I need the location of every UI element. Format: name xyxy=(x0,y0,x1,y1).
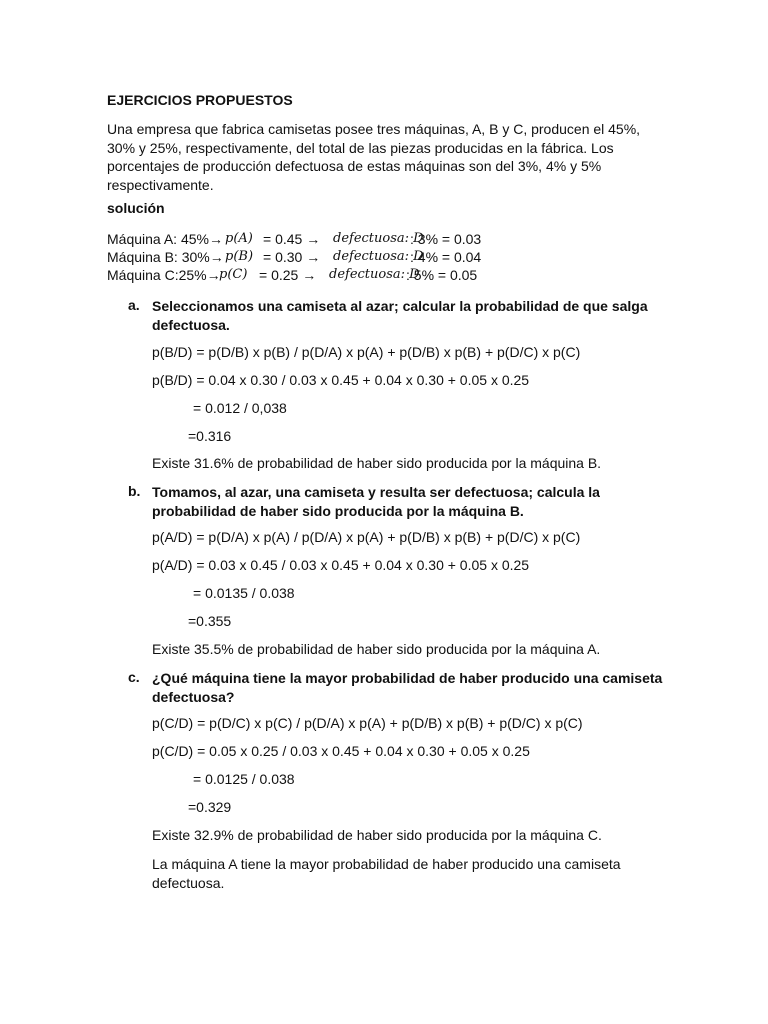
final-line: defectuosa. xyxy=(152,874,225,891)
fraction-line: = 0.0125 / 0.038 xyxy=(193,771,295,787)
intro-line: 30% y 25%, respectivamente, del total de las piezas producidas en la fábrica. Los xyxy=(107,139,614,156)
fraction-line: = 0.0135 / 0.038 xyxy=(193,585,295,601)
machine-defect-value: : 3% = 0.03 xyxy=(410,231,482,247)
question-line: defectuosa. xyxy=(152,316,230,333)
machine-eq: = 0.25 → xyxy=(259,267,317,283)
question-line: probabilidad de haber sido producida por la máquina B. xyxy=(152,502,524,519)
machine-defect: defectuosa: D xyxy=(329,267,420,282)
machine-prob: p(A) xyxy=(225,231,253,246)
solution-label: solución xyxy=(107,200,165,216)
question-text xyxy=(152,669,662,706)
result-line: =0.316 xyxy=(188,428,232,444)
question-line: defectuosa? xyxy=(152,688,235,705)
substitution-line: p(B/D) = 0.04 x 0.30 / 0.03 x 0.45 + 0.04 x 0.30 + 0.05 x 0.25 xyxy=(152,372,530,388)
question-line: ¿Qué máquina tiene la mayor probabilidad de haber producido una camiseta xyxy=(152,670,663,686)
machine-eq: = 0.30 → xyxy=(263,249,321,265)
machine-eq: = 0.45 → xyxy=(263,231,321,247)
machine-prob: p(C) xyxy=(219,267,248,282)
substitution-line: p(C/D) = 0.05 x 0.25 / 0.03 x 0.45 + 0.04 x 0.30 + 0.05 x 0.25 xyxy=(152,743,530,759)
problem-statement xyxy=(107,120,667,194)
bayes-formula: p(C/D) = p(D/C) x p(C) / p(D/A) x p(A) + p(D/B) x p(B) + p(D/C) x p(C) xyxy=(152,715,583,731)
machine-label: Máquina B: 30%→ xyxy=(107,249,224,265)
bayes-formula: p(A/D) = p(D/A) x p(A) / p(D/A) x p(A) + p(D/B) x p(B) + p(D/C) x p(C) xyxy=(152,529,581,545)
question-line: Seleccionamos una camiseta al azar; calcular la probabilidad de que salga xyxy=(152,298,648,314)
conclusion-line: Existe 35.5% de probabilidad de haber sido producida por la máquina A. xyxy=(152,641,601,657)
machine-defect: defectuosa: D xyxy=(333,231,424,246)
conclusion-line: Existe 31.6% de probabilidad de haber sido producida por la máquina B. xyxy=(152,455,602,471)
machine-defect-value: : 4% = 0.04 xyxy=(410,249,482,265)
substitution-line: p(A/D) = 0.03 x 0.45 / 0.03 x 0.45 + 0.04 x 0.30 + 0.05 x 0.25 xyxy=(152,557,530,573)
question-letter: a. xyxy=(128,297,140,313)
bayes-formula: p(B/D) = p(D/B) x p(B) / p(D/A) x p(A) + p(D/B) x p(B) + p(D/C) x p(C) xyxy=(152,344,581,360)
intro-line: porcentajes de producción defectuosa de estas máquinas son del 3%, 4% y 5% xyxy=(107,158,602,174)
intro-line: Una empresa que fabrica camisetas posee tres máquinas, A, B y C, producen el 45%, xyxy=(107,121,641,137)
fraction-line: = 0.012 / 0,038 xyxy=(193,400,287,416)
question-text xyxy=(152,297,648,334)
question-letter: c. xyxy=(128,669,140,685)
conclusion-line: Existe 32.9% de probabilidad de haber sido producida por la máquina C. xyxy=(152,827,602,843)
machine-prob: p(B) xyxy=(225,249,254,264)
question-text xyxy=(152,483,600,520)
page-title: EJERCICIOS PROPUESTOS xyxy=(107,92,293,108)
machine-label: Máquina A: 45%→ xyxy=(107,231,223,247)
question-line: Tomamos, al azar, una camiseta y resulta ser defectuosa; calcula la xyxy=(152,484,600,500)
result-line: =0.355 xyxy=(188,613,232,629)
question-letter: b. xyxy=(128,483,141,499)
intro-line: respectivamente. xyxy=(107,176,214,193)
result-line: =0.329 xyxy=(188,799,232,815)
final-line: La máquina A tiene la mayor probabilidad de haber producido una camiseta xyxy=(152,856,621,872)
machine-defect-value: : 5% = 0.05 xyxy=(406,267,478,283)
final-answer xyxy=(152,855,621,892)
machine-defect: defectuosa: D xyxy=(333,249,424,264)
machine-label: Máquina C:25%→ xyxy=(107,267,221,283)
